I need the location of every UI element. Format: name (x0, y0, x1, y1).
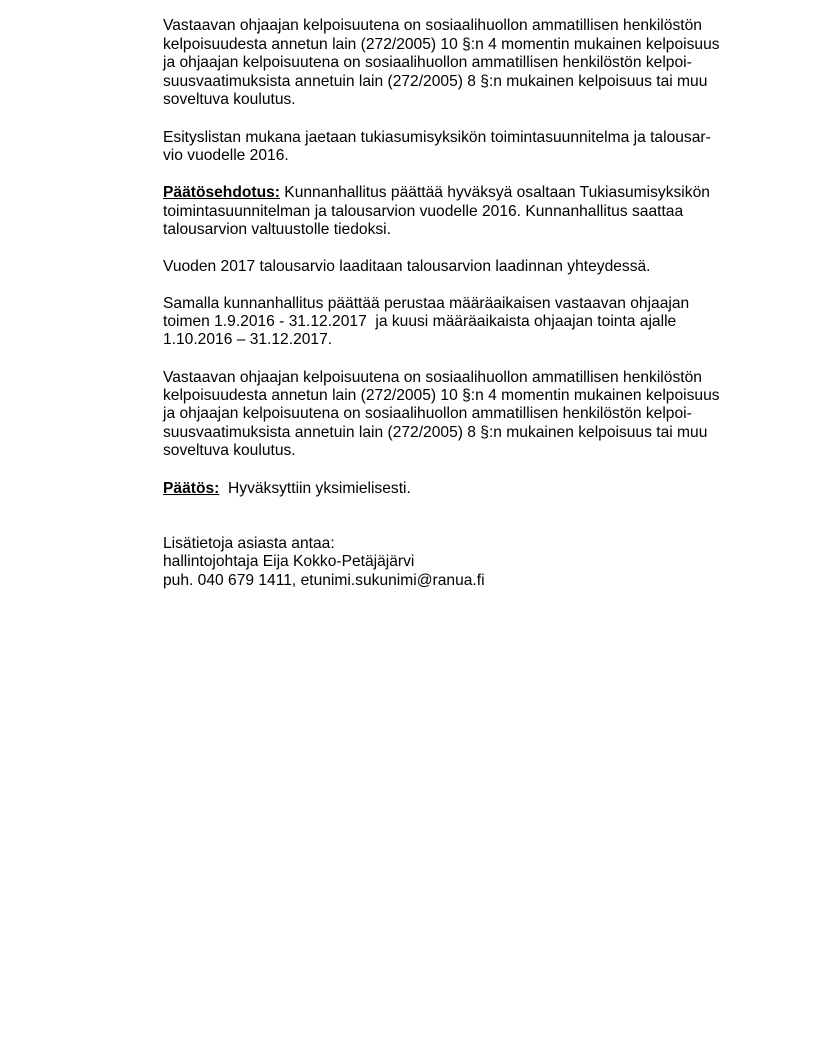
text-line: toimintasuunnitelman ja talousarvion vuodelle 2016. Kunnanhallitus saattaa (163, 203, 684, 220)
text-line: ja ohjaajan kelpoisuutena on sosiaalihuollon ammatillisen henkilöstön kelpoi- (163, 54, 692, 71)
text-line: suusvaatimuksista annetuin lain (272/2005) 8 §:n mukainen kelpoisuus tai muu (163, 73, 708, 90)
text-line: 1.10.2016 – 31.12.2017. (163, 331, 333, 348)
text-line: vio vuodelle 2016. (163, 147, 289, 164)
proposal-label: Päätösehdotus: (163, 184, 280, 201)
text-line: Samalla kunnanhallitus päättää perustaa määräaikaisen vastaavan ohjaajan (163, 295, 690, 312)
text-line: Vuoden 2017 talousarvio laaditaan talousarvion laadinnan yhteydessä. (163, 258, 651, 275)
text-line: kelpoisuudesta annetun lain (272/2005) 10 §:n 4 momentin mukainen kelpoisuus (163, 387, 720, 404)
text-line: suusvaatimuksista annetuin lain (272/2005) 8 §:n mukainen kelpoisuus tai muu (163, 424, 708, 441)
decision-text: Hyväksyttiin yksimielisesti. (219, 480, 411, 497)
text-line: Vastaavan ohjaajan kelpoisuutena on sosiaalihuollon ammatillisen henkilöstön (163, 17, 702, 34)
decision-label: Päätös: (163, 480, 220, 497)
text-line: toimen 1.9.2016 - 31.12.2017 ja kuusi määräaikaista ohjaajan tointa ajalle (163, 313, 677, 330)
text-line: kelpoisuudesta annetun lain (272/2005) 10 §:n 4 momentin mukainen kelpoisuus (163, 36, 720, 53)
text-line: Lisätietoja asiasta antaa: (163, 535, 335, 552)
text-line: soveltuva koulutus. (163, 91, 296, 108)
text-line (163, 480, 411, 498)
contact-phone-email: puh. 040 679 1411, etunimi.sukunimi@ranua.fi (163, 572, 485, 589)
text-line: ja ohjaajan kelpoisuutena on sosiaalihuollon ammatillisen henkilöstön kelpoi- (163, 405, 692, 422)
text-line: Esityslistan mukana jaetaan tukiasumisyksikön toimintasuunnitelma ja talousar- (163, 129, 711, 146)
text-line: Vastaavan ohjaajan kelpoisuutena on sosiaalihuollon ammatillisen henkilöstön (163, 369, 702, 386)
text-line: hallintojohtaja Eija Kokko-Petäjäjärvi (163, 553, 415, 570)
text-line: soveltuva koulutus. (163, 442, 296, 459)
text-line (163, 184, 710, 202)
proposal-text: Kunnanhallitus päättää hyväksyä osaltaan Tukiasumisyksikön (279, 184, 710, 201)
text-line: talousarvion valtuustolle tiedoksi. (163, 221, 391, 238)
